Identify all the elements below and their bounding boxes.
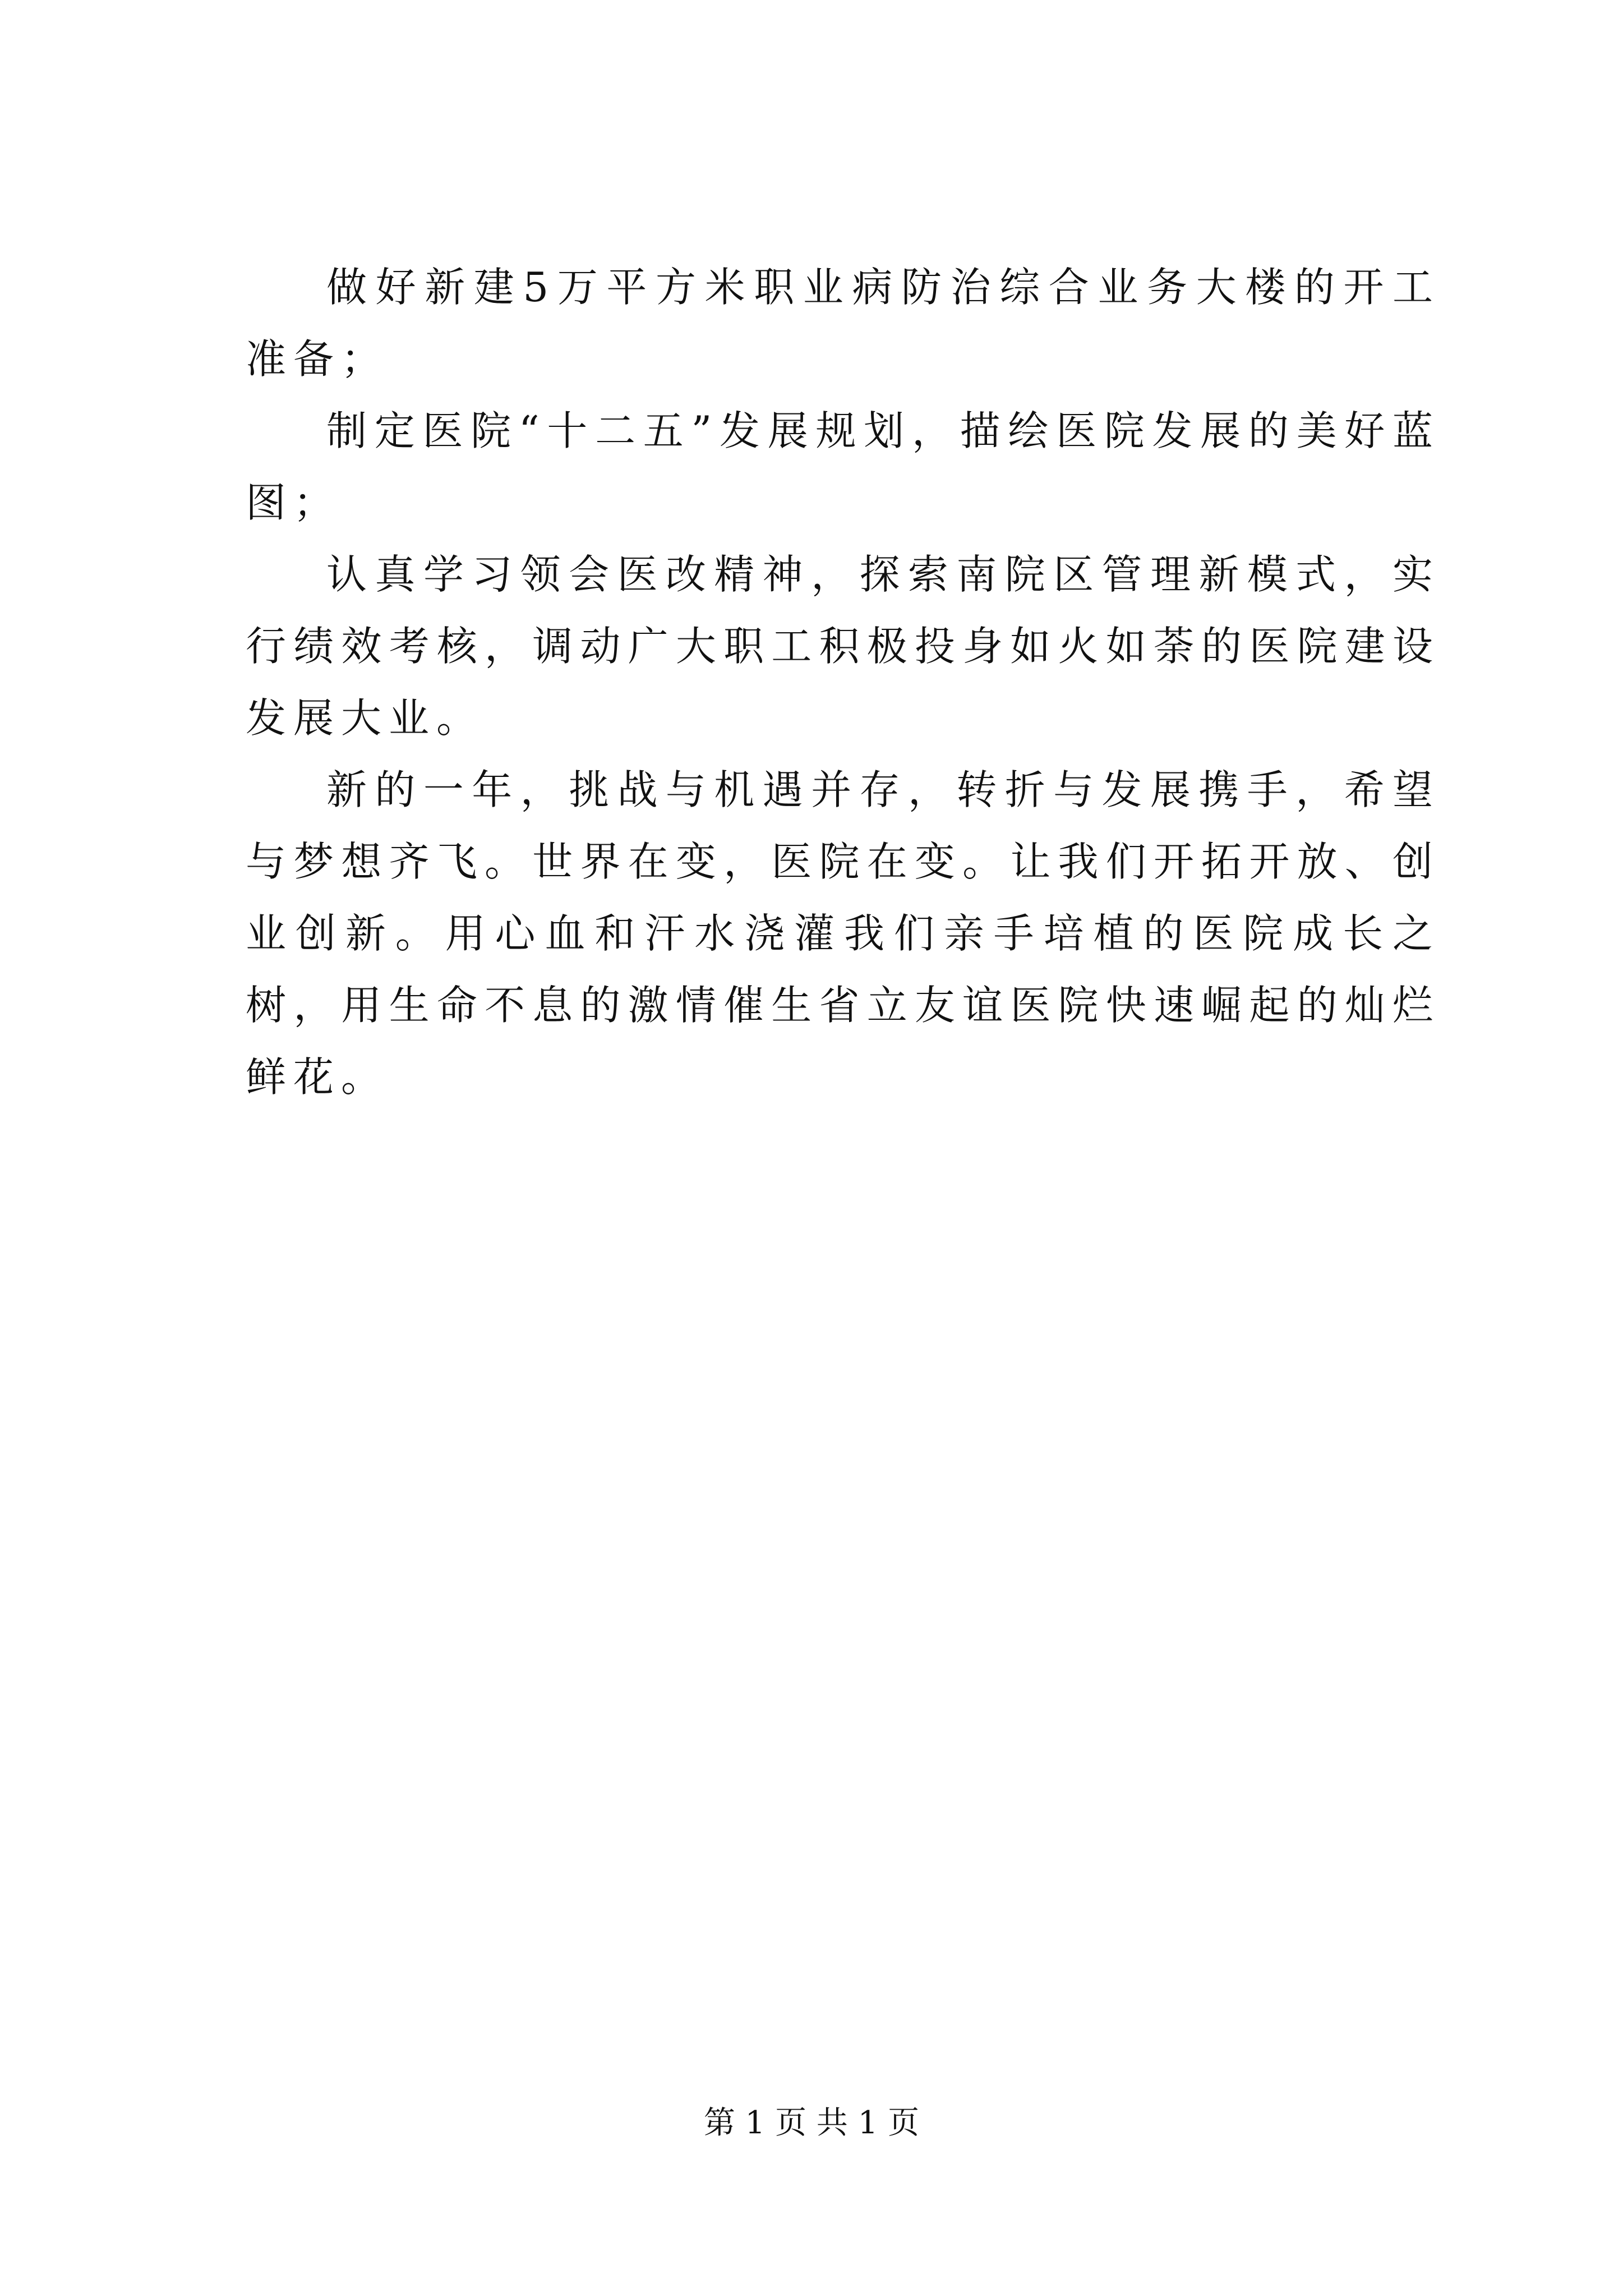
paragraph-reform: 认真学习领会医改精神，探索南院区管理新模式，实行绩效考核，调动广大职工积极投身如火如荼的医院建设发展大业。 <box>246 551 1440 742</box>
document-body <box>246 251 1440 1113</box>
paragraph-plan: 制定医院“十二五”发展规划，描绘医院发展的美好蓝图； <box>246 407 1440 526</box>
paragraph-construction: 做好新建5万平方米职业病防治综合业务大楼的开工准备； <box>246 264 1440 383</box>
paragraph-new-year: 新的一年，挑战与机遇并存，转折与发展携手，希望与梦想齐飞。世界在变，医院在变。让我们开拓开放、创业创新。用心血和汗水浇灌我们亲手培植的医院成长之树，用生命不息的激情催生省立友谊医院快速崛起的灿烂鲜花。 <box>246 766 1440 1101</box>
page-footer: 第 1 页 共 1 页 <box>703 2105 920 2141</box>
